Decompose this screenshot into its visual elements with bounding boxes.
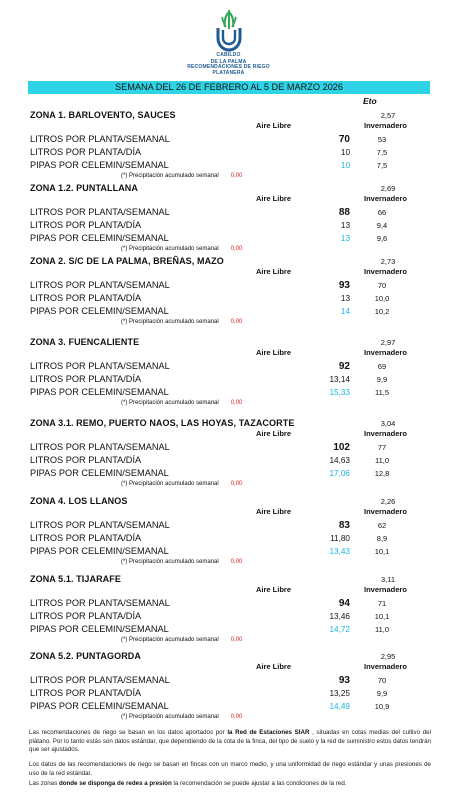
col-header-aire-libre: Aire Libre: [256, 267, 292, 276]
zone-title: ZONA 3. FUENCALIENTE: [30, 337, 140, 347]
value-aire-libre: 14,72: [329, 625, 350, 634]
precipitation-label: (*) Precipitación acumulado semanal: [121, 246, 219, 252]
row-label: PIPAS POR CELEMIN/SEMANAL: [30, 306, 169, 316]
value-aire-libre: 102: [333, 442, 350, 453]
col-header-aire-libre: Aire Libre: [256, 121, 292, 130]
zone-block: [28, 574, 430, 652]
row-label: LITROS POR PLANTA/SEMANAL: [30, 361, 170, 371]
col-header-aire-libre: Aire Libre: [256, 662, 292, 671]
row-litros-dia: [28, 220, 430, 232]
value-invernadero: 71: [377, 599, 387, 608]
document-header: [0, 8, 457, 76]
precipitation-label: (*) Precipitación acumulado semanal: [121, 400, 219, 406]
precipitation-value: 0,00: [230, 400, 243, 406]
precipitation-note: [121, 637, 242, 643]
col-header-aire-libre: Aire Libre: [256, 507, 292, 516]
value-invernadero: 9,6: [376, 234, 388, 243]
row-label: PIPAS POR CELEMIN/SEMANAL: [30, 701, 169, 711]
value-aire-libre: 93: [338, 675, 350, 686]
row-litros-semanal: [28, 442, 430, 454]
value-invernadero: 10,0: [374, 294, 390, 303]
row-litros-dia: [28, 455, 430, 467]
value-invernadero: 53: [377, 135, 387, 144]
value-aire-libre: 93: [338, 280, 350, 291]
precipitation-value: 0,00: [230, 173, 243, 179]
value-aire-libre: 13,25: [329, 689, 350, 698]
doc-title-line2: PLATANERA: [212, 69, 245, 76]
doc-title-line1: RECOMENDACIONES DE RIEGO: [187, 64, 270, 71]
row-label: LITROS POR PLANTA/DÍA: [30, 533, 142, 543]
value-invernadero: 7,5: [376, 148, 388, 157]
value-aire-libre: 13,43: [329, 547, 350, 556]
col-header-invernadero: Invernadero: [364, 194, 407, 203]
row-pipas-semanal: [28, 468, 430, 480]
value-invernadero: 10,2: [374, 307, 390, 316]
col-header-invernadero: Invernadero: [364, 429, 407, 438]
precipitation-note: [121, 400, 242, 406]
value-invernadero: 77: [377, 443, 387, 452]
zone-block: [28, 183, 430, 261]
value-aire-libre: 92: [338, 361, 350, 372]
precipitation-label: (*) Precipitación acumulado semanal: [121, 559, 219, 565]
col-header-invernadero: Invernadero: [364, 121, 407, 130]
value-aire-libre: 17,06: [329, 469, 350, 478]
value-invernadero: 10,1: [374, 612, 390, 621]
value-invernadero: 10,9: [374, 702, 390, 711]
row-litros-dia: [28, 533, 430, 545]
cabildo-logo-icon: [214, 8, 244, 52]
value-aire-libre: 88: [338, 207, 350, 218]
col-header-invernadero: Invernadero: [364, 585, 407, 594]
value-invernadero: 9,4: [376, 221, 388, 230]
row-label: LITROS POR PLANTA/DÍA: [30, 147, 142, 157]
zone-block: [28, 256, 430, 334]
value-aire-libre: 11,80: [330, 534, 350, 543]
row-label: LITROS POR PLANTA/DÍA: [30, 688, 142, 698]
precipitation-label: (*) Precipitación acumulado semanal: [121, 173, 219, 179]
row-pipas-semanal: [28, 160, 430, 172]
value-aire-libre: 70: [338, 134, 350, 145]
row-label: LITROS POR PLANTA/DÍA: [30, 220, 142, 230]
value-invernadero: 70: [377, 676, 387, 685]
zone-block: [28, 496, 430, 574]
precipitation-note: [121, 173, 242, 179]
row-label: PIPAS POR CELEMIN/SEMANAL: [30, 468, 169, 478]
precipitation-label: (*) Precipitación acumulado semanal: [121, 319, 219, 325]
precipitation-value: 0,00: [230, 481, 243, 487]
value-aire-libre: 10: [340, 148, 350, 157]
value-aire-libre: 10: [340, 161, 350, 170]
zone-title: ZONA 1. BARLOVENTO, SAUCES: [30, 110, 176, 120]
value-invernadero: 11,0: [374, 625, 390, 634]
zone-eto-value: 2,26: [380, 497, 396, 506]
row-label: LITROS POR PLANTA/DÍA: [30, 611, 142, 621]
precipitation-note: [121, 319, 242, 325]
row-label: LITROS POR PLANTA/SEMANAL: [30, 134, 170, 144]
zone-block: [28, 337, 430, 415]
row-litros-semanal: [28, 207, 430, 219]
col-header-invernadero: Invernadero: [364, 267, 407, 276]
zone-block: [28, 418, 430, 496]
value-aire-libre: 13,46: [329, 612, 350, 621]
footer-paragraph-3: Las zonas donde se disponga de redes a presión la recomendación se puede ajustar a las condiciones de la red.: [29, 779, 347, 787]
zone-eto-value: 3,11: [380, 575, 396, 584]
row-litros-dia: [28, 611, 430, 623]
zone-title: ZONA 2. S/C DE LA PALMA, BREÑAS, MAZO: [30, 256, 224, 266]
precipitation-note: [121, 559, 242, 565]
row-litros-semanal: [28, 598, 430, 610]
value-aire-libre: 94: [338, 598, 350, 609]
precipitation-note: [121, 246, 242, 252]
col-header-aire-libre: Aire Libre: [256, 194, 292, 203]
value-invernadero: 62: [377, 521, 387, 530]
row-litros-semanal: [28, 134, 430, 146]
precipitation-value: 0,00: [230, 714, 243, 720]
value-invernadero: 70: [377, 281, 387, 290]
row-label: LITROS POR PLANTA/SEMANAL: [30, 675, 170, 685]
row-pipas-semanal: [28, 701, 430, 713]
precipitation-value: 0,00: [230, 246, 243, 252]
row-label: LITROS POR PLANTA/DÍA: [30, 374, 142, 384]
zone-title: ZONA 5.1. TIJARAFE: [30, 574, 121, 584]
value-aire-libre: 13: [340, 221, 350, 230]
zone-title: ZONA 4. LOS LLANOS: [30, 496, 128, 506]
row-label: PIPAS POR CELEMIN/SEMANAL: [30, 233, 169, 243]
row-litros-dia: [28, 688, 430, 700]
value-aire-libre: 14: [340, 307, 350, 316]
row-label: LITROS POR PLANTA/DÍA: [30, 455, 142, 465]
row-litros-dia: [28, 147, 430, 159]
zone-block: [28, 110, 430, 188]
row-pipas-semanal: [28, 306, 430, 318]
row-label: LITROS POR PLANTA/SEMANAL: [30, 520, 170, 530]
row-pipas-semanal: [28, 546, 430, 558]
value-invernadero: 11,5: [374, 388, 390, 397]
zone-eto-value: 2,57: [380, 111, 396, 120]
precipitation-note: [121, 714, 242, 720]
row-label: PIPAS POR CELEMIN/SEMANAL: [30, 624, 169, 634]
row-litros-semanal: [28, 520, 430, 532]
value-aire-libre: 15,33: [329, 388, 350, 397]
value-invernadero: 7,5: [376, 161, 388, 170]
col-header-invernadero: Invernadero: [364, 507, 407, 516]
row-label: LITROS POR PLANTA/SEMANAL: [30, 280, 170, 290]
value-aire-libre: 13,14: [329, 375, 350, 384]
row-label: LITROS POR PLANTA/SEMANAL: [30, 442, 170, 452]
col-header-aire-libre: Aire Libre: [256, 429, 292, 438]
footer-paragraph-2: Los datos de las recomendaciones de riego se basan en fincas con un marco medio, y una uniformidad de riego estándar y unas presiones de uso de la red estándar.: [29, 761, 431, 777]
row-pipas-semanal: [28, 624, 430, 636]
zone-title: ZONA 3.1. REMO, PUERTO NAOS, LAS HOYAS, TAZACORTE: [30, 418, 295, 428]
zone-eto-value: 3,04: [380, 419, 396, 428]
value-aire-libre: 14,49: [329, 702, 350, 711]
footer-notes: [29, 729, 431, 788]
row-litros-dia: [28, 293, 430, 305]
precipitation-label: (*) Precipitación acumulado semanal: [121, 714, 219, 720]
value-invernadero: 11,0: [374, 456, 390, 465]
zone-eto-value: 2,73: [380, 257, 396, 266]
value-invernadero: 9,9: [376, 689, 388, 698]
row-litros-semanal: [28, 280, 430, 292]
row-pipas-semanal: [28, 387, 430, 399]
row-label: PIPAS POR CELEMIN/SEMANAL: [30, 160, 169, 170]
org-name-line1: CABILDO: [216, 52, 241, 58]
zone-eto-value: 2,69: [380, 184, 396, 193]
zone-title: ZONA 5.2. PUNTAGORDA: [30, 651, 142, 661]
col-header-invernadero: Invernadero: [364, 348, 407, 357]
eto-column-header: Eto: [363, 96, 377, 106]
row-label: PIPAS POR CELEMIN/SEMANAL: [30, 387, 169, 397]
value-aire-libre: 14,63: [329, 456, 350, 465]
value-aire-libre: 13: [340, 234, 350, 243]
value-invernadero: 10,1: [374, 547, 390, 556]
precipitation-value: 0,00: [230, 319, 243, 325]
value-invernadero: 9,9: [376, 375, 388, 384]
row-litros-dia: [28, 374, 430, 386]
zone-block: [28, 651, 430, 729]
zone-eto-value: 2,97: [380, 338, 396, 347]
value-aire-libre: 83: [338, 520, 350, 531]
row-label: LITROS POR PLANTA/DÍA: [30, 293, 142, 303]
row-label: PIPAS POR CELEMIN/SEMANAL: [30, 546, 169, 556]
precipitation-note: [121, 481, 242, 487]
row-litros-semanal: [28, 361, 430, 373]
row-label: LITROS POR PLANTA/SEMANAL: [30, 598, 170, 608]
col-header-aire-libre: Aire Libre: [256, 585, 292, 594]
value-invernadero: 8,9: [376, 534, 388, 543]
value-aire-libre: 13: [340, 294, 350, 303]
value-invernadero: 12,8: [374, 469, 390, 478]
row-pipas-semanal: [28, 233, 430, 245]
value-invernadero: 66: [377, 208, 387, 217]
zone-title: ZONA 1.2. PUNTALLANA: [30, 183, 139, 193]
week-banner: SEMANA DEL 26 DE FEBRERO AL 5 DE MARZO 2026: [28, 81, 430, 94]
footer-paragraph-1: Las recomendaciones de riego se basan en los datos aportados por la Red de Estaciones SIAR , situadas en cotas medias del cultivo del plátano. Por lo tanto estás son datos estándar, que dependiendo de la cota de la finca, del tipo de suelo y la red de suministro estos datos tendrán que ser ajustados.: [29, 729, 431, 754]
precipitation-value: 0,00: [230, 637, 243, 643]
col-header-invernadero: Invernadero: [364, 662, 407, 671]
row-litros-semanal: [28, 675, 430, 687]
col-header-aire-libre: Aire Libre: [256, 348, 292, 357]
zone-eto-value: 2,95: [380, 652, 396, 661]
value-invernadero: 69: [377, 362, 387, 371]
row-label: LITROS POR PLANTA/SEMANAL: [30, 207, 170, 217]
org-name-line2: DE LA PALMA: [210, 58, 247, 65]
precipitation-value: 0,00: [230, 559, 243, 565]
precipitation-label: (*) Precipitación acumulado semanal: [121, 481, 219, 487]
precipitation-label: (*) Precipitación acumulado semanal: [121, 637, 219, 643]
